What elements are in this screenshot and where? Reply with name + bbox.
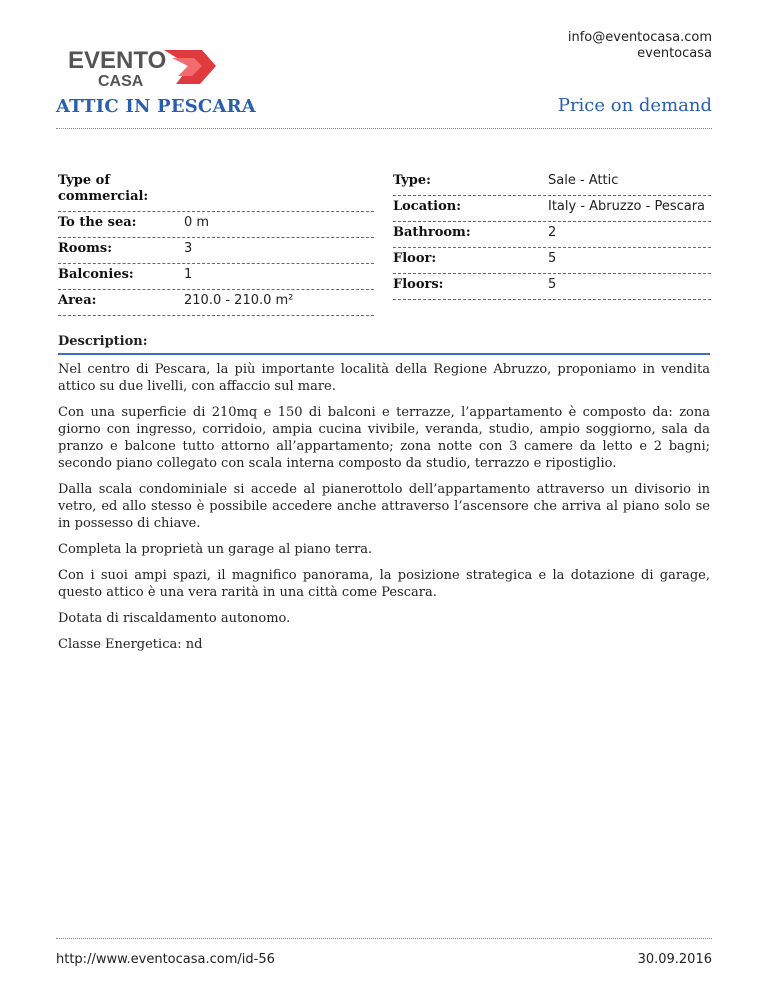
description-paragraph: Completa la proprietà un garage al piano terra. <box>58 542 373 557</box>
detail-label: To the sea: <box>58 215 137 230</box>
detail-row-area <box>58 290 374 316</box>
detail-row-floors <box>393 274 711 300</box>
detail-label: Location: <box>393 199 462 214</box>
detail-label: Area: <box>58 293 97 308</box>
detail-value: 0 m <box>184 215 210 230</box>
description-paragraph: Dotata di riscaldamento autonomo. <box>58 611 291 626</box>
logo-text-top: EVENTO <box>68 47 167 74</box>
logo-text-bottom: CASA <box>98 73 144 90</box>
detail-row-location <box>393 196 711 222</box>
detail-value: 2 <box>548 225 557 240</box>
footer-divider <box>56 938 712 939</box>
detail-row-balconies <box>58 264 374 290</box>
detail-label: Type: <box>393 173 431 188</box>
contact-block <box>568 30 712 62</box>
detail-label: Type of commercial: <box>58 173 149 204</box>
detail-value: 210.0 - 210.0 m² <box>184 293 294 308</box>
contact-brand: eventocasa <box>637 46 712 61</box>
details-left <box>58 170 374 316</box>
detail-value: Sale - Attic <box>548 173 619 188</box>
description-paragraph: Con una superficie di 210mq e 150 di balconi e terrazze, l’appartamento è composto da: zona giorno con ingresso, corridoio, ampia cucina vivibile, veranda, studio, ampio soggiorno, sala da pranzo e balcone tutto attorno all’appartamento; zona notte con 3 camere da letto e 2 bagni; secondo piano collegato con scala interna composto da studio, terrazzo e ripostiglio. <box>58 405 710 471</box>
detail-label: Balconies: <box>58 267 134 282</box>
description-paragraph: Con i suoi ampi spazi, il magnifico panorama, la posizione strategica e la dotazione di garage, questo attico è una vera rarità in una città come Pescara. <box>58 568 710 600</box>
detail-value: 5 <box>548 277 557 292</box>
detail-value: 1 <box>184 267 193 282</box>
description-heading: Description: <box>58 334 710 355</box>
header-divider <box>56 128 712 129</box>
detail-value: Italy - Abruzzo - Pescara <box>548 199 706 214</box>
detail-label: Floors: <box>393 277 444 292</box>
description-paragraph: Nel centro di Pescara, la più importante località della Regione Abruzzo, proponiamo in vendita attico su due livelli, con affaccio sul mare. <box>58 362 710 394</box>
detail-label: Rooms: <box>58 241 113 256</box>
detail-value: 3 <box>184 241 193 256</box>
description-body <box>58 361 710 662</box>
description-paragraph: Classe Energetica: nd <box>58 637 203 652</box>
detail-value: 5 <box>548 251 557 266</box>
detail-row-floor <box>393 248 711 274</box>
listing-title: ATTIC IN PESCARA <box>56 96 256 117</box>
footer-date: 30.09.2016 <box>637 952 712 967</box>
detail-row-commercial-type <box>58 170 374 212</box>
detail-row-sea-distance <box>58 212 374 238</box>
detail-label: Floor: <box>393 251 437 266</box>
detail-label: Bathroom: <box>393 225 471 240</box>
detail-row-rooms <box>58 238 374 264</box>
contact-email[interactable]: info@eventocasa.com <box>567 30 712 45</box>
detail-row-type <box>393 170 711 196</box>
footer-url[interactable]: http://www.eventocasa.com/id-56 <box>56 952 275 967</box>
detail-value <box>184 173 374 205</box>
details-right <box>393 170 711 300</box>
detail-row-bathroom <box>393 222 711 248</box>
description-paragraph: Dalla scala condominiale si accede al pianerottolo dell’appartamento attraverso un divisorio in vetro, ed allo stesso è possibile accedere anche attraverso l’ascensore che arriva al piano solo se in possesso di chiave. <box>58 482 710 531</box>
eventocasa-logo <box>68 44 218 90</box>
listing-price: Price on demand <box>557 95 712 116</box>
